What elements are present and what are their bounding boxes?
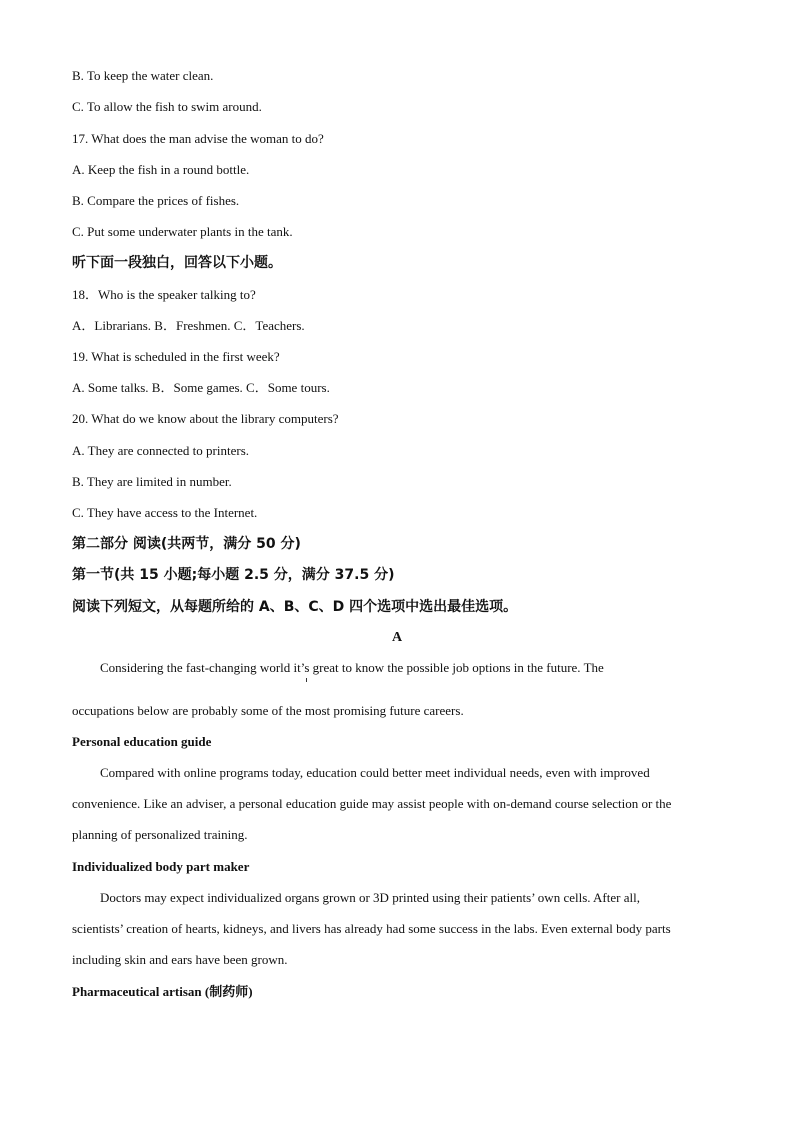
option-20b: B. They are limited in number. — [72, 474, 232, 489]
subheading-body-part-maker: Individualized body part maker — [72, 859, 250, 874]
subheading-pharmaceutical-artisan: Pharmaceutical artisan (制药师) — [72, 984, 253, 999]
comma-mark — [306, 678, 307, 682]
body-part-paragraph-line-2: scientists’ creation of hearts, kidneys, and livers has already had some success in the labs. Even external body parts — [72, 921, 671, 936]
body-part-paragraph-line-3: including skin and ears have been grown. — [72, 952, 288, 967]
option-17b: B. Compare the prices of fishes. — [72, 193, 240, 208]
options-19: A. Some talks. B．Some games. C．Some tours. — [72, 380, 330, 395]
question-19: 19. What is scheduled in the first week? — [72, 349, 280, 364]
section-one-heading: 第一节(共 15 小题;每小题 2.5 分，满分 37.5 分) — [72, 567, 395, 583]
subheading-education-guide: Personal education guide — [72, 734, 212, 749]
option-16b: B. To keep the water clean. — [72, 68, 214, 83]
option-17c: C. Put some underwater plants in the tank. — [72, 224, 293, 239]
passage-paragraph-1-line-2: occupations below are probably some of the most promising future careers. — [72, 703, 464, 718]
education-paragraph-line-1: Compared with online programs today, education could better meet individual needs, even with improved — [100, 765, 650, 780]
passage-paragraph-1-line-1: Considering the fast-changing world it’s great to know the possible job options in the future. The — [100, 660, 604, 675]
options-18: A．Librarians. B．Freshmen. C．Teachers. — [72, 318, 305, 333]
reading-instruction: 阅读下列短文，从每题所给的 A、B、C、D 四个选项中选出最佳选项。 — [72, 599, 518, 615]
question-20: 20. What do we know about the library computers? — [72, 411, 339, 426]
option-17a: A. Keep the fish in a round bottle. — [72, 162, 250, 177]
education-paragraph-line-3: planning of personalized training. — [72, 827, 248, 842]
question-17: 17. What does the man advise the woman to do? — [72, 131, 324, 146]
body-part-paragraph-line-1: Doctors may expect individualized organs grown or 3D printed using their patients’ own cells. After all, — [100, 890, 640, 905]
education-paragraph-line-2: convenience. Like an adviser, a personal education guide may assist people with on-demand course selection or the — [72, 796, 672, 811]
question-18: 18．Who is the speaker talking to? — [72, 287, 256, 302]
option-20c: C. They have access to the Internet. — [72, 505, 258, 520]
option-20a: A. They are connected to printers. — [72, 443, 249, 458]
option-16c: C. To allow the fish to swim around. — [72, 99, 262, 114]
passage-title: A — [391, 630, 403, 645]
section-instruction-monologue: 听下面一段独白，回答以下小题。 — [72, 255, 282, 271]
part-two-heading: 第二部分 阅读(共两节，满分 50 分) — [72, 536, 301, 552]
